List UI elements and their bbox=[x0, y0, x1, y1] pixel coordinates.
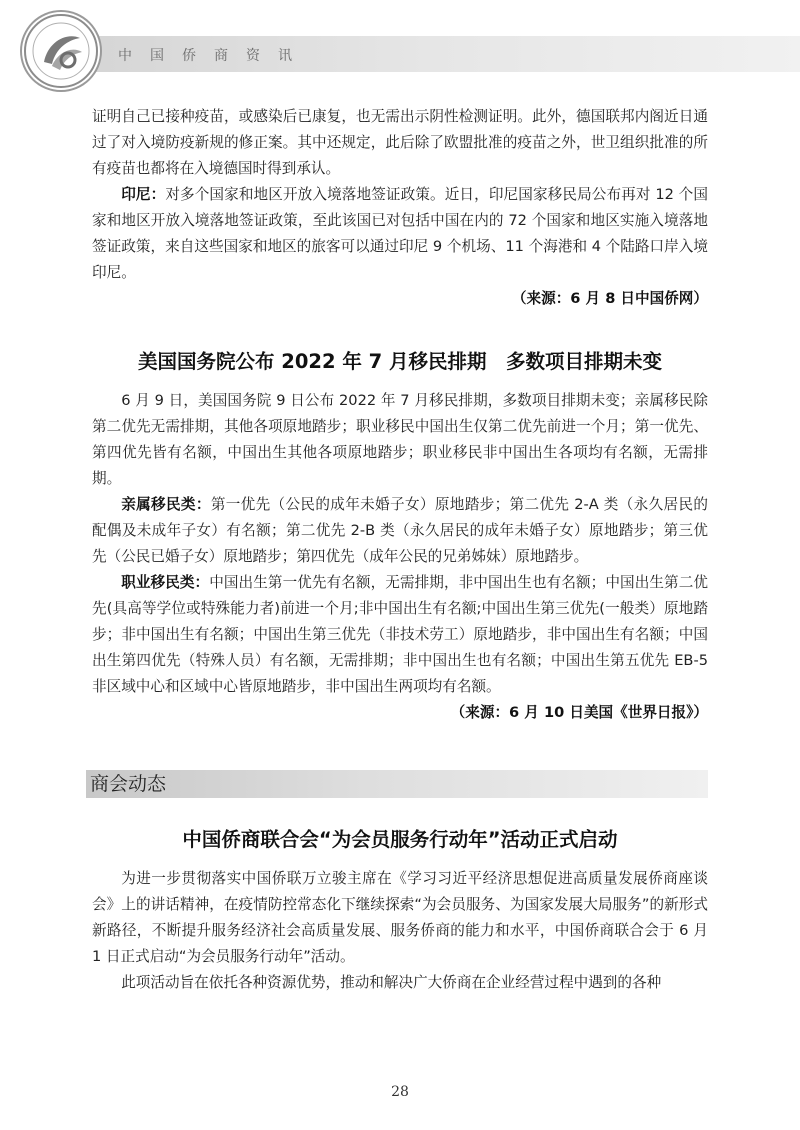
paragraph-member-service-continued: 此项活动旨在依托各种资源优势，推动和解决广大侨商在企业经营过程中遇到的各种 bbox=[121, 974, 662, 991]
paragraph-germany-continued: 证明自己已接种疫苗，或感染后已康复，也无需出示阴性检测证明。此外，德国联邦内阁近日通过了对入境防疫新规的修正案。其中还规定，此后除了欧盟批准的疫苗之外，世卫组织批准的所有疫苗也都将在入境德国时得到承认。 bbox=[92, 108, 708, 177]
indonesia-label: 印尼： bbox=[121, 186, 166, 203]
section-header-chamber-news bbox=[86, 770, 708, 798]
section-header-label: 商会动态 bbox=[90, 773, 167, 795]
paragraph-member-service-intro: 为进一步贯彻落实中国侨联万立骏主席在《学习习近平经济思想促进高质量发展侨商座谈会》上的讲话精神，在疫情防控常态化下继续探索“为会员服务、为国家发展大局服务”的新形式新路径，不断提升服务经济社会高质量发展、服务侨商的能力和水平，中国侨商联合会于 6 月 1 日正式启动“为会员服务行动年”活动。 bbox=[92, 870, 708, 965]
source-note-2: （来源：6 月 10 日美国《世界日报》） bbox=[450, 704, 708, 721]
paragraph-indonesia bbox=[92, 182, 708, 286]
family-text: 第一优先（公民的成年未婚子女）原地踏步；第二优先 2-A 类（永久居民的配偶及未成年子女）有名额；第二优先 2-B 类（永久居民的成年未婚子女）原地踏步；第三优先（公民已婚子女）原地踏步；第四优先（成年公民的兄弟姊妹）原地踏步。 bbox=[92, 496, 708, 565]
indonesia-text: 对多个国家和地区开放入境落地签证政策。近日，印尼国家移民局公布再对 12 个国家和地区开放入境落地签证政策，至此该国已对包括中国在内的 72 个国家和地区实施入境落地签证政策，来自这些国家和地区的旅客可以通过印尼 9 个机场、11 个海港和 4 个陆路口岸入境印尼。 bbox=[92, 186, 708, 281]
logo bbox=[22, 12, 100, 90]
paragraph-visa-intro: 6 月 9 日，美国国务院 9 日公布 2022 年 7 月移民排期，多数项目排期未变；亲属移民除第二优先无需排期，其他各项原地踏步；职业移民中国出生仅第二优先前进一个月；第一优先、第四优先皆有名额，中国出生其他各项原地踏步；职业移民非中国出生各项均有名额，无需排期。 bbox=[92, 392, 708, 487]
family-label: 亲属移民类： bbox=[121, 496, 211, 513]
paragraph-employment-immigration bbox=[92, 570, 708, 700]
logo-emblem bbox=[22, 12, 100, 90]
header-title: 中国侨商资讯 bbox=[118, 48, 310, 64]
article-title-visa-bulletin: 美国国务院公布 2022 年 7 月移民排期 多数项目排期未变 bbox=[138, 350, 662, 373]
page-content bbox=[92, 104, 708, 996]
source-note-1: （来源：6 月 8 日中国侨网） bbox=[511, 290, 708, 307]
paragraph-family-immigration bbox=[92, 492, 708, 570]
employment-label: 职业移民类： bbox=[121, 574, 210, 591]
section-header-band bbox=[86, 770, 708, 798]
article-title-member-service-year: 中国侨商联合会“为会员服务行动年”活动正式启动 bbox=[182, 828, 618, 851]
employment-text: 中国出生第一优先有名额，无需排期，非中国出生也有名额；中国出生第二优先(具高等学位或特殊能力者)前进一个月;非中国出生有名额;中国出生第三优先(一般类）原地踏步；非中国出生有名额；中国出生第三优先（非技术劳工）原地踏步，非中国出生有名额；中国出生第四优先（特殊人员）有名额，无需排期；非中国出生也有名额；中国出生第五优先 EB-5 非区域中心和区域中心皆原地踏步，非中国出生两项均有名额。 bbox=[92, 574, 708, 695]
page-number: 28 bbox=[391, 1084, 409, 1100]
